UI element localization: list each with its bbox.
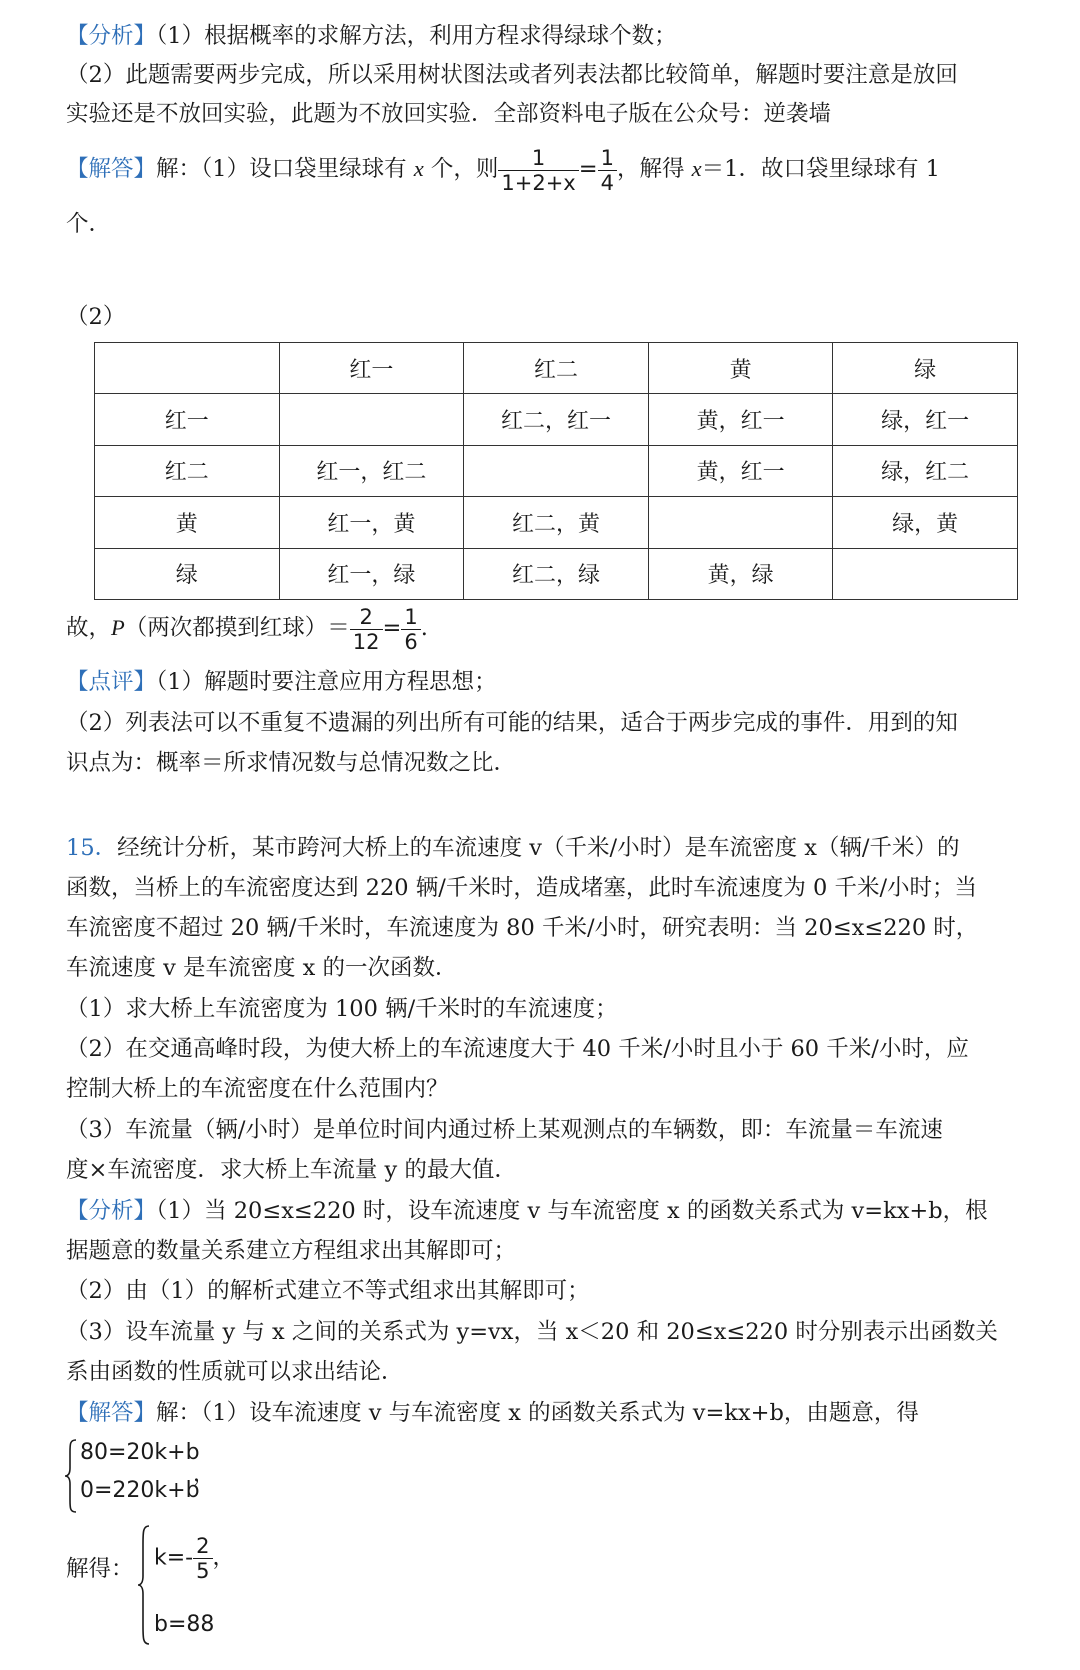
table-cell: 红一 [279,343,464,394]
answer-line-1 [66,143,940,195]
system-2-k-pre: k=- [154,1545,194,1571]
table-cell: 绿，红一 [833,394,1018,445]
table-cell: 黄，绿 [648,548,833,599]
table-cell: 红一，绿 [279,548,464,599]
fraction-1 [498,146,578,195]
table-cell: 绿，黄 [833,497,1018,548]
answer-line-1-end [66,205,111,243]
table-cell: 红一，黄 [279,497,464,548]
conclusion-mid: （两次都摸到红球）＝ [124,615,350,641]
var-p: P [111,615,125,640]
question-part-3a [66,1111,943,1149]
analysis-text-2a: （2）此题需要两步完成，所以采用树状图法或者列表法都比较简单，解题时要注意是放回 [66,62,958,88]
table-cell: 黄，红一 [648,394,833,445]
fraction-2-den: 4 [598,170,617,195]
analysis-line-3 [66,95,831,133]
fraction-2 [598,146,617,195]
table-cell: 红一 [95,394,280,445]
question-text-4: 车流速度 v 是车流密度 x 的一次函数． [66,955,458,981]
table-cell: 红二，绿 [464,548,649,599]
question-part-3b-text: 度×车流密度．求大桥上车流量 y 的最大值． [66,1157,517,1183]
answer-text-post-c: ＝1．故口袋里绿球有 1 [701,156,940,182]
analysis2-line-2 [66,1232,516,1270]
question-line-2 [66,869,977,907]
conclusion-end: . [420,615,428,641]
question-part-2a [66,1030,969,1068]
table-cell: 红二 [464,343,649,394]
analysis2-tag: 【分析】 [66,1198,157,1224]
analysis2-text-2: （2）由（1）的解析式建立不等式组求出其解即可； [66,1278,590,1304]
question-part-3a-text: （3）车流量（辆/小时）是单位时间内通过桥上某观测点的车辆数，即：车流量＝车流速 [66,1117,943,1143]
comment-tag: 【点评】 [66,669,157,695]
var-x-2: x [691,156,702,181]
answer-text-mid: 个，则 [423,156,499,182]
comment-line-1 [66,663,497,701]
table-cell [648,497,833,548]
analysis2-line-4 [66,1313,998,1351]
table-cell: 红二，黄 [464,497,649,548]
solve-label [66,1550,134,1588]
fraction-3-num: 2 [359,604,373,629]
question-part-2a-text: （2）在交通高峰时段，为使大桥上的车流速度大于 40 千米/小时且小于 60 千米/小时，应 [66,1036,969,1062]
fraction-3 [350,605,383,654]
system-2-k-fraction [193,1534,212,1583]
question-part-1-text: （1）求大桥上车流密度为 100 辆/千米时的车流速度； [66,996,618,1022]
question-line-4 [66,949,458,987]
equals-sign-2: = [382,615,402,641]
fraction-4 [401,605,420,654]
analysis2-text-1b: 据题意的数量关系建立方程组求出其解即可； [66,1238,517,1264]
table-cell [279,394,464,445]
question-part-2b-text: 控制大桥上的车流密度在什么范围内？ [66,1076,449,1102]
system-1-brace-icon [64,1438,78,1514]
analysis2-line-5 [66,1353,404,1391]
answer-tag: 【解答】 [66,156,157,182]
table-row [95,497,1018,548]
answer-text-end: 个． [66,211,112,237]
question-part-2b [66,1070,449,1108]
analysis-line-2 [66,56,958,94]
question-line-1 [66,829,960,867]
table-cell: 红二，红一 [464,394,649,445]
question-number: 15． [66,835,118,861]
question-line-3 [66,909,978,947]
system-2-brace-icon [137,1524,151,1646]
analysis2-text-3b: 系由函数的性质就可以求出结论． [66,1359,404,1385]
system-2-comma: ， [212,1545,235,1571]
fraction-2-num: 1 [600,145,614,170]
answer2-text-1: 解：（1）设车流速度 v 与车流密度 x 的函数关系式为 v=kx+b，由题意，得 [156,1400,919,1426]
fraction-4-den: 6 [401,629,420,654]
analysis-text-1: （1）根据概率的求解方法，利用方程求得绿球个数； [156,23,677,49]
fraction-3-den: 12 [350,629,383,654]
comment-line-3 [66,744,516,782]
system-2-b: b=88 [154,1612,215,1637]
table-row [95,394,1018,445]
table-cell: 黄 [648,343,833,394]
question-text-3: 车流密度不超过 20 辆/千米时，车流速度为 80 千米/小时，研究表明：当 20≤x≤220 时， [66,915,979,941]
part2-label [66,298,125,336]
system-2-k-num: 2 [196,1534,210,1558]
comment-text-1: （1）解题时要注意应用方程思想； [156,669,497,695]
table-cell: 红一，红二 [279,445,464,496]
table-header-row [95,343,1018,394]
analysis2-line-3 [66,1272,590,1310]
question-text-2: 函数，当桥上的车流密度达到 220 辆/千米时，造成堵塞，此时车流速度为 0 千米/小时；当 [66,875,978,901]
var-x: x [413,156,424,181]
table-cell [464,445,649,496]
table-cell [833,548,1018,599]
table-cell [95,343,280,394]
solve-label-text: 解得： [66,1556,134,1582]
answer2-line-1 [66,1394,919,1432]
table-row [95,445,1018,496]
table-cell: 绿 [95,548,280,599]
table-cell: 黄，红一 [648,445,833,496]
analysis-line-1 [66,17,677,55]
system-1-eq-2: 0=220k+b [80,1478,200,1503]
fraction-1-num: 1 [531,145,546,170]
outcome-table [94,342,1018,600]
system-2-k [154,1534,235,1583]
table-cell: 黄 [95,497,280,548]
system-1-eq-1: 80=20k+b [80,1440,200,1465]
analysis-tag: 【分析】 [66,23,157,49]
table-cell: 绿，红二 [833,445,1018,496]
answer-text-post-a: ，解得 [616,156,692,182]
table-cell: 红二 [95,445,280,496]
part2-label-text: （2） [66,304,126,330]
fraction-4-num: 1 [404,604,418,629]
conclusion-line [66,603,428,654]
table-row [95,548,1018,599]
equals-sign: = [578,156,598,182]
question-text-1: 经统计分析，某市跨河大桥上的车流速度 v（千米/小时）是车流密度 x（辆/千米）的 [117,835,960,861]
analysis2-text-3a: （3）设车流量 y 与 x 之间的关系式为 y=vx，当 x＜20 和 20≤x≤220 时分别表示出函数关 [66,1319,998,1345]
table-cell: 绿 [833,343,1018,394]
answer-text-pre: 解：（1）设口袋里绿球有 [156,156,414,182]
conclusion-pre: 故， [66,615,112,641]
question-part-3b [66,1151,517,1189]
system-1-comma: ， [193,1462,216,1487]
comment-text-2b: 识点为：概率＝所求情况数与总情况数之比． [66,750,517,776]
answer2-tag: 【解答】 [66,1400,157,1426]
system-2-k-den: 5 [193,1558,212,1583]
question-part-1 [66,990,618,1028]
comment-line-2 [66,704,958,742]
analysis-text-2b: 实验还是不放回实验，此题为不放回实验．全部资料电子版在公众号：逆袭墙 [66,101,832,127]
comment-text-2a: （2）列表法可以不重复不遗漏的列出所有可能的结果，适合于两步完成的事件．用到的知 [66,710,958,736]
analysis2-text-1a: （1）当 20≤x≤220 时，设车流速度 v 与车流密度 x 的函数关系式为 v=kx+b，根 [156,1198,988,1224]
analysis2-line-1 [66,1192,988,1230]
fraction-1-den: 1+2+x [498,170,578,195]
